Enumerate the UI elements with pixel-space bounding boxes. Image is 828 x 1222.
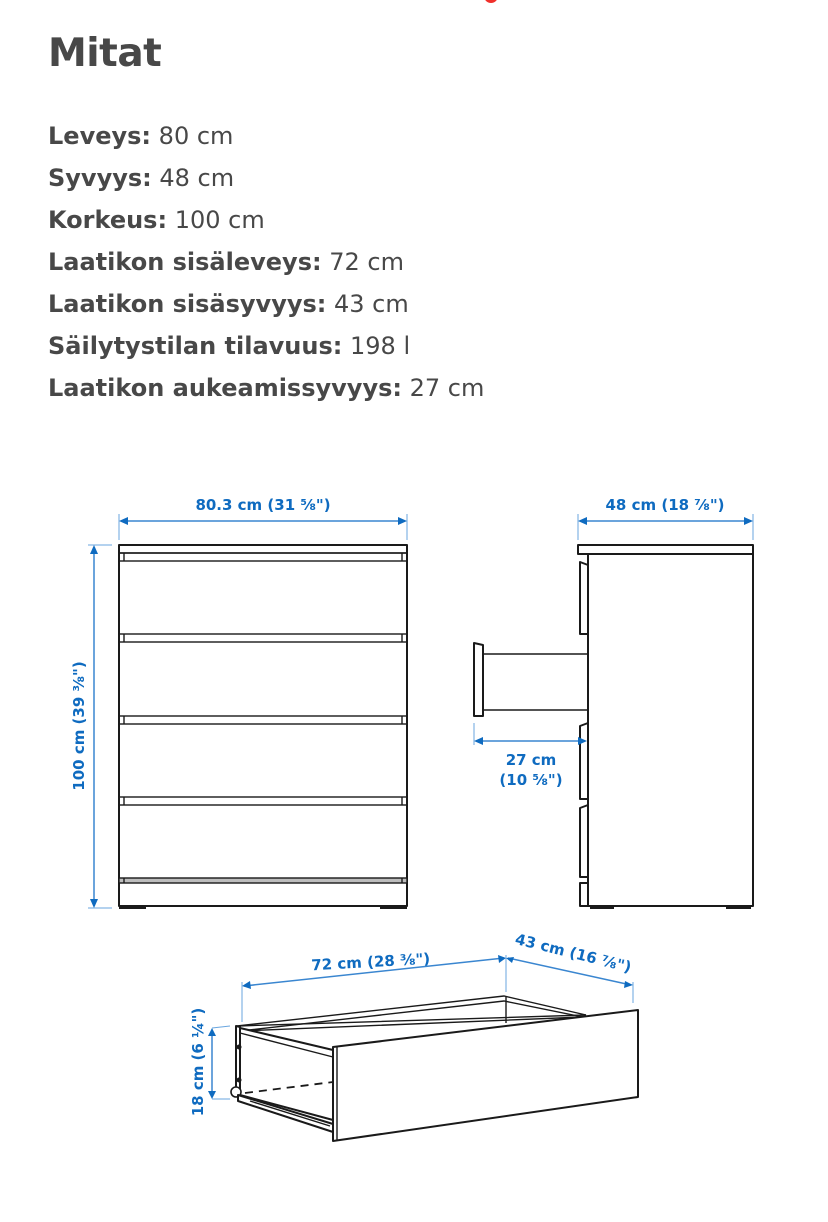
arrow-right-icon <box>744 517 753 525</box>
arrow-down-icon <box>90 899 98 908</box>
spec-value: 72 cm <box>329 248 404 276</box>
spec-value: 48 cm <box>159 164 235 192</box>
front-view <box>70 496 407 909</box>
spec-value: 100 cm <box>174 206 265 234</box>
spec-label: Leveys: <box>48 122 152 150</box>
page-title: Mitat <box>48 31 162 76</box>
drawer-front-4 <box>580 805 588 877</box>
drawer-front-panel <box>333 1010 638 1141</box>
arrow-right-icon <box>498 955 506 963</box>
drawer-width-label: 72 cm (28 ⅜") <box>310 949 431 975</box>
arrow-up-icon <box>90 545 98 554</box>
extension-label-line1: 27 cm <box>505 751 557 769</box>
arrow-left-icon <box>119 517 128 525</box>
arrow-left-icon <box>242 981 251 989</box>
drawer-view <box>189 930 638 1141</box>
arrow-down-icon <box>208 1091 216 1099</box>
drawer-depth-label: 43 cm (16 ⅞") <box>513 930 634 977</box>
open-drawer-front <box>474 643 483 716</box>
foot-left <box>119 905 146 909</box>
spec-label: Syvyys: <box>48 164 152 192</box>
spec-value: 80 cm <box>158 122 234 150</box>
extension-label-line2: (10 ⅝") <box>499 771 563 789</box>
side-top-panel <box>578 545 753 554</box>
spec-label: Korkeus: <box>48 206 168 234</box>
spec-value: 43 cm <box>334 290 409 318</box>
drawer-front-3 <box>580 723 588 799</box>
front-height-label: 100 cm (39 ⅜") <box>70 661 88 791</box>
side-carcass <box>588 554 753 906</box>
drawer-front-1 <box>580 562 588 634</box>
arrow-left-icon <box>578 517 587 525</box>
arrow-right-icon <box>398 517 407 525</box>
front-width-label: 80.3 cm (31 ⅝") <box>195 496 331 514</box>
arrow-up-icon <box>208 1028 216 1036</box>
chest-body <box>119 545 407 906</box>
spec-label: Säilytystilan tilavuus: <box>48 332 343 360</box>
foot-right <box>380 905 407 909</box>
side-depth-label: 48 cm (18 ⅞") <box>605 496 725 514</box>
drawer-height-label: 18 cm (6 ¼") <box>189 1007 207 1117</box>
side-view <box>474 496 753 909</box>
spec-label: Laatikon sisäleveys: <box>48 248 322 276</box>
spec-value: 198 l <box>350 332 411 360</box>
spec-value: 27 cm <box>409 374 485 402</box>
spec-label: Laatikon sisäsyvyys: <box>48 290 327 318</box>
plinth <box>580 883 588 906</box>
spec-label: Laatikon aukeamissyvyys: <box>48 374 402 402</box>
arrow-left-icon <box>474 737 483 745</box>
